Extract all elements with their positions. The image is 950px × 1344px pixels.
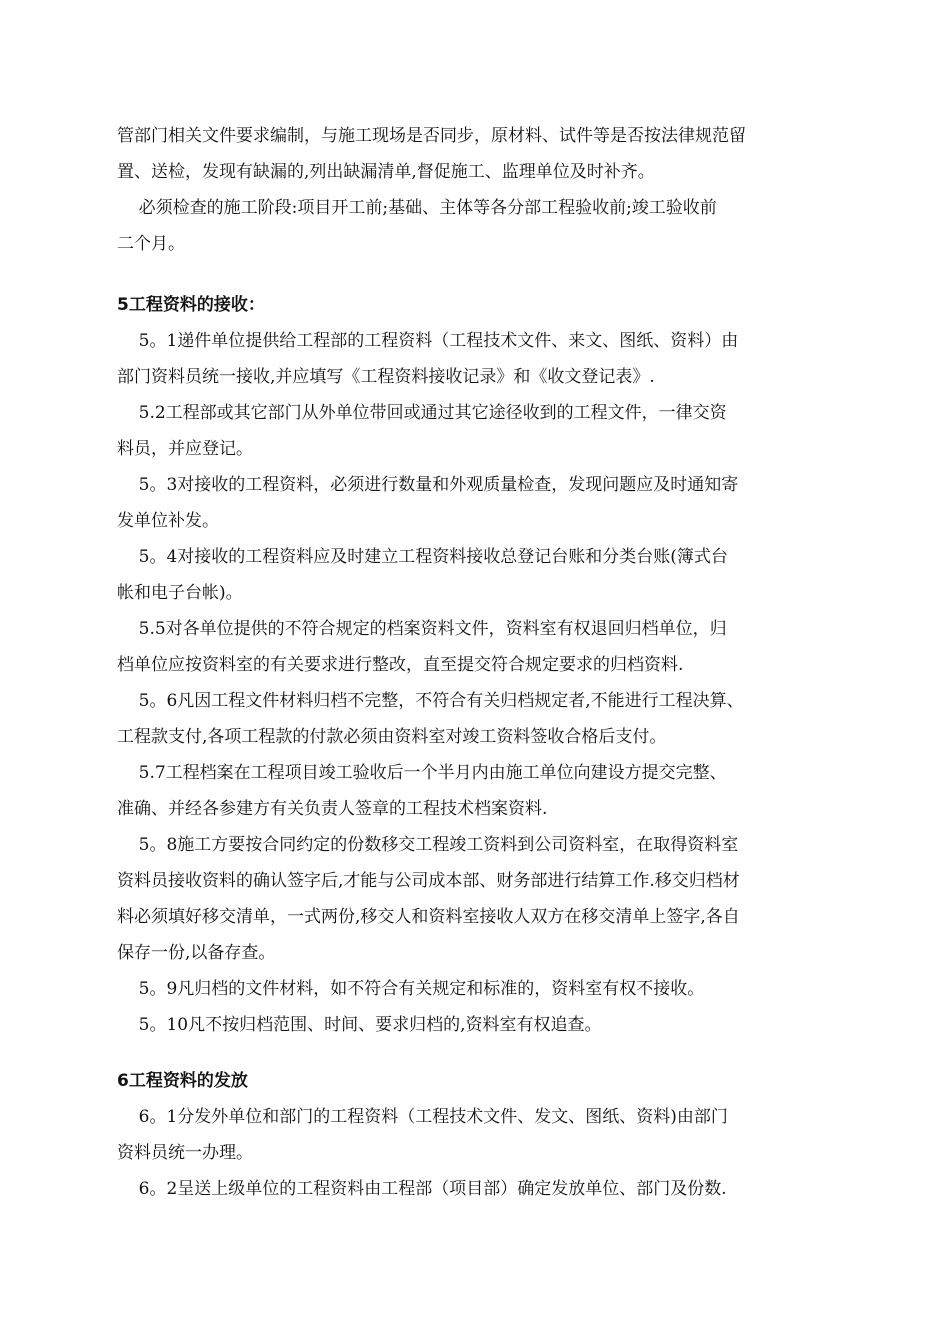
section-heading-6: 6工程资料的发放: [117, 1071, 248, 1091]
text-line: 保存一份,以备存查。: [117, 943, 276, 963]
section-heading-5: 5工程资料的接收：: [117, 295, 265, 315]
text-line: 档单位应按资料室的有关要求进行整改，直至提交符合规定要求的归档资料.: [117, 655, 684, 675]
text-line: 5。9凡归档的文件材料，如不符合有关规定和标准的，资料室有权不接收。: [117, 979, 705, 999]
text-line: 管部门相关文件要求编制，与施工现场是否同步，原材料、试件等是否按法律规范留: [117, 126, 746, 146]
text-line: 5。8施工方要按合同约定的份数移交工程竣工资料到公司资料室，在取得资料室: [117, 835, 739, 855]
text-line: 5。4对接收的工程资料应及时建立工程资料接收总登记台账和分类台账(簿式台: [117, 547, 728, 567]
text-line: 6。2呈送上级单位的工程资料由工程部（项目部）确定发放单位、部门及份数.: [117, 1179, 727, 1199]
text-line: 5。1递件单位提供给工程部的工程资料（工程技术文件、来文、图纸、资料）由: [117, 331, 739, 351]
text-line: 料必须填好移交清单，一式两份,移交人和资料室接收人双方在移交清单上签字,各自: [117, 907, 740, 927]
text-line: 资料员接收资料的确认签字后,才能与公司成本部、财务部进行结算工作.移交归档材: [117, 871, 740, 891]
text-line: 料员，并应登记。: [117, 439, 253, 459]
text-line: 5.7工程档案在工程项目竣工验收后一个半月内由施工单位向建设方提交完整、: [117, 763, 727, 783]
text-line: 资料员统一办理。: [117, 1143, 253, 1163]
text-line: 工程款支付,各项工程款的付款必须由资料室对竣工资料签收合格后支付。: [117, 727, 667, 747]
text-line: 6。1分发外单位和部门的工程资料（工程技术文件、发文、图纸、资料)由部门: [117, 1107, 728, 1127]
text-line: 5。6凡因工程文件材料归档不完整，不符合有关归档规定者,不能进行工程决算、: [117, 691, 744, 711]
paragraph-intro: [117, 118, 837, 262]
text-line: 必须检查的施工阶段:项目开工前;基础、主体等各分部工程验收前;竣工验收前: [117, 198, 717, 218]
text-line: 二个月。: [117, 234, 185, 254]
section-5: [117, 287, 837, 1043]
text-line: 5。3对接收的工程资料，必须进行数量和外观质量检查，发现问题应及时通知寄: [117, 475, 739, 495]
section-6: [117, 1063, 837, 1207]
text-line: 准确、并经各参建方有关负责人签章的工程技术档案资料.: [117, 799, 548, 819]
text-line: 部门资料员统一接收,并应填写《工程资料接收记录》和《收文登记表》.: [117, 367, 655, 387]
text-line: 帐和电子台帐)。: [117, 583, 243, 603]
text-line: 置、送检，发现有缺漏的,列出缺漏清单,督促施工、监理单位及时补齐。: [117, 162, 655, 182]
text-line: 5.2工程部或其它部门从外单位带回或通过其它途径收到的工程文件，一律交资: [117, 403, 727, 423]
text-line: 5.5对各单位提供的不符合规定的档案资料文件，资料室有权退回归档单位，归: [117, 619, 727, 639]
text-line: 发单位补发。: [117, 511, 219, 531]
text-line: 5。10凡不按归档范围、时间、要求归档的,资料室有权追查。: [117, 1015, 602, 1035]
